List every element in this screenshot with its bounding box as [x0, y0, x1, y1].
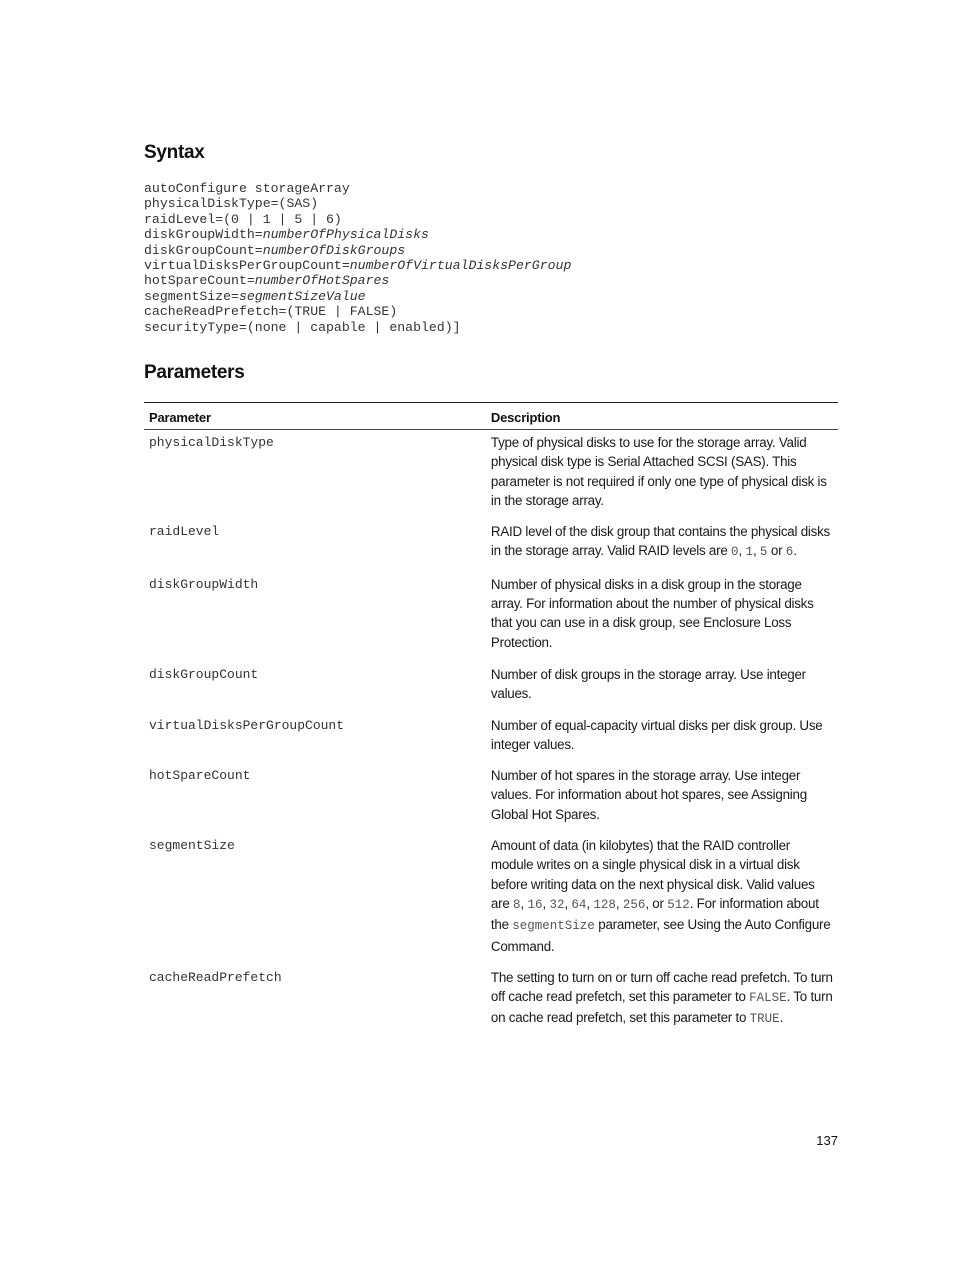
table-row [144, 833, 838, 965]
parameters-table [144, 402, 838, 1030]
parameter-description [491, 519, 833, 572]
parameter-description [491, 430, 833, 519]
parameter-description [491, 833, 833, 965]
description-text: or [767, 543, 786, 559]
parameter-name: raidLevel [149, 524, 220, 540]
description-text: . [779, 1010, 784, 1026]
inline-code: FALSE [749, 991, 787, 1006]
parameter-cell [144, 713, 486, 764]
description-cell [486, 763, 838, 833]
description-text: Amount of data (in kilobytes) that the RAID controller module writes on a single physical disk in a virtual disk before writing data on the next physical disk. Valid values are [490, 838, 815, 911]
syntax-code-line [144, 243, 571, 258]
column-header-description: Description [486, 403, 838, 430]
column-header-parameter: Parameter [144, 403, 486, 430]
syntax-heading: Syntax [144, 142, 205, 163]
parameter-cell [144, 833, 486, 965]
inline-code: 8 [513, 897, 521, 912]
parameter-description [491, 662, 833, 713]
inline-code: 5 [759, 545, 768, 560]
parameter-description [491, 713, 833, 764]
code-placeholder: numberOfHotSpares [254, 273, 390, 289]
description-cell [486, 833, 838, 965]
parameter-description [491, 763, 833, 833]
parameter-name: diskGroupCount [149, 666, 259, 682]
syntax-code-line [144, 196, 571, 211]
description-text: . To turn on cache read prefetch, set this parameter to [490, 989, 833, 1026]
code-placeholder: numberOfDiskGroups [262, 242, 406, 258]
table-row [144, 965, 838, 1030]
syntax-code-line [144, 258, 571, 273]
syntax-code-line [144, 227, 571, 242]
description-text: parameter, see Using the Auto Configure Command. [490, 917, 831, 954]
table-row [144, 519, 838, 572]
description-text: RAID level of the disk group that contains the physical disks in the storage array. Valid RAID levels are [490, 524, 830, 559]
inline-code: 64 [571, 897, 587, 912]
description-cell [486, 965, 838, 1030]
description-text: , [738, 543, 746, 559]
code-text: autoConfigure storageArray [144, 181, 350, 196]
code-text: cacheReadPrefetch=(TRUE | FALSE) [144, 304, 398, 320]
parameter-name: physicalDiskType [149, 435, 274, 450]
description-text: , [752, 543, 760, 559]
parameters-heading: Parameters [144, 362, 245, 383]
description-cell [486, 430, 838, 520]
description-text: , [542, 895, 550, 911]
code-placeholder: segmentSizeValue [238, 288, 366, 304]
syntax-code-block [144, 181, 571, 335]
inline-code: TRUE [749, 1012, 780, 1027]
inline-code: 128 [593, 897, 616, 912]
code-text: virtualDisksPerGroupCount= [144, 257, 350, 273]
description-cell [486, 572, 838, 662]
code-text: raidLevel=(0 | 1 | 5 | 6) [144, 211, 342, 227]
inline-code: 16 [527, 897, 543, 912]
description-text: , or [645, 895, 668, 911]
description-text: , [564, 895, 572, 911]
description-cell [486, 662, 838, 713]
table-row [144, 572, 838, 662]
description-text: , [586, 895, 594, 911]
inline-code: segmentSize [512, 919, 595, 934]
parameter-cell [144, 430, 486, 520]
parameter-name: diskGroupWidth [149, 576, 259, 592]
page-number: 137 [816, 1133, 838, 1148]
code-text: segmentSize= [144, 288, 239, 304]
code-text: diskGroupWidth= [144, 227, 263, 243]
inline-code: 256 [622, 897, 646, 912]
parameter-name: segmentSize [149, 838, 235, 854]
description-cell [486, 713, 838, 764]
parameter-description [491, 965, 833, 1030]
code-text: hotSpareCount= [144, 273, 255, 289]
description-text: Number of disk groups in the storage array. Use integer values. [490, 666, 806, 702]
parameter-cell [144, 572, 486, 662]
syntax-code-line [144, 273, 571, 288]
syntax-code-line [144, 320, 571, 335]
description-text: Number of equal-capacity virtual disks per disk group. Use integer values. [490, 717, 823, 752]
parameter-cell [144, 965, 486, 1030]
description-text: Type of physical disks to use for the storage array. Valid physical disk type is Serial Attached SCSI (SAS). This parameter is not required if only one type of physical disk is in the storage array. [490, 435, 827, 508]
code-text: physicalDiskType=(SAS) [144, 196, 319, 212]
syntax-code-line [144, 304, 571, 319]
table-row [144, 662, 838, 713]
parameter-cell [144, 519, 486, 572]
inline-code: 1 [745, 545, 753, 560]
description-text: Number of hot spares in the storage array. Use integer values. For information about hot spares, see Assigning Global Hot Spares. [490, 768, 807, 822]
parameters-table-body [144, 430, 838, 1030]
description-text: Number of physical disks in a disk group in the storage array. For information about the number of physical disks that you can use in a disk group, see Enclosure Loss Protection. [490, 576, 814, 650]
code-placeholder: numberOfPhysicalDisks [262, 227, 429, 243]
parameter-name: cacheReadPrefetch [149, 969, 282, 985]
parameter-cell [144, 763, 486, 833]
parameter-name: hotSpareCount [149, 768, 251, 784]
inline-code: 32 [549, 897, 565, 912]
table-row [144, 713, 838, 764]
description-text: The setting to turn on or turn off cache read prefetch. To turn off cache read prefetch, set this parameter to [490, 969, 833, 1005]
code-placeholder: numberOfVirtualDisksPerGroup [349, 257, 572, 273]
description-text: , [615, 895, 623, 911]
inline-code: 6 [785, 545, 794, 560]
description-text: . For information about the [490, 895, 819, 933]
parameter-name: virtualDisksPerGroupCount [149, 717, 345, 733]
syntax-code-line [144, 289, 571, 304]
inline-code: 512 [667, 897, 690, 912]
parameter-cell [144, 662, 486, 713]
inline-code: 0 [730, 545, 739, 560]
table-header-row [144, 403, 838, 430]
description-text: . [793, 543, 797, 559]
description-text: , [520, 895, 528, 911]
table-row [144, 430, 838, 520]
table-row [144, 763, 838, 833]
parameter-description [491, 572, 833, 662]
description-cell [486, 519, 838, 572]
syntax-code-line [144, 212, 571, 227]
code-text: securityType=(none | capable | enabled)] [144, 319, 461, 335]
syntax-code-line [144, 181, 571, 196]
code-text: diskGroupCount= [144, 242, 263, 258]
